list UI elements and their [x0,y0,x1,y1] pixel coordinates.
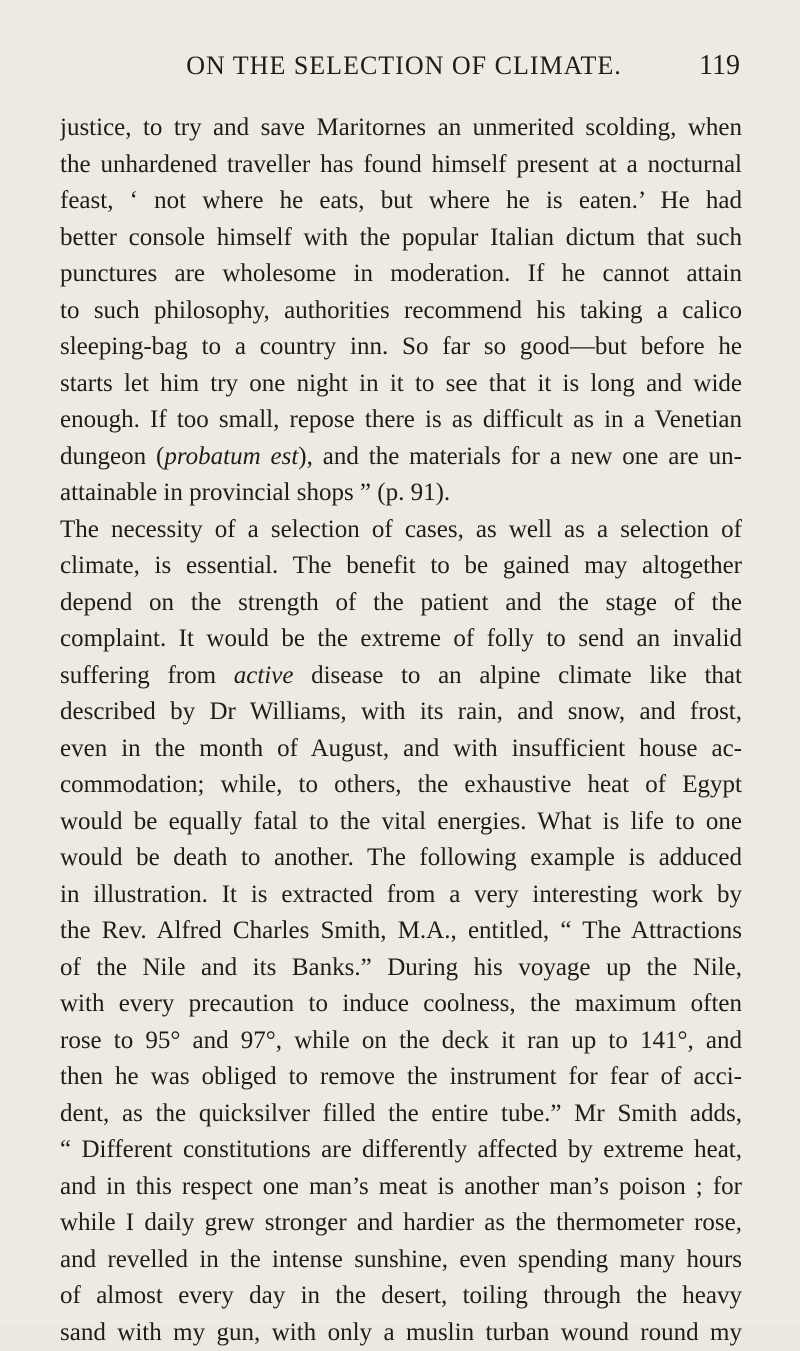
text-line: climate, is essential. The benefit to be gained may altogether [60,548,742,585]
text-run: ), and the materials for a new one are un- [298,443,742,470]
text-line: feast, ‘ not where he eats, but where he is eaten.’ He had [60,183,742,220]
text-line: “ Different constitutions are differently affected by extreme heat, [60,1132,742,1169]
text-line: would be death to another. The following example is adduced [60,840,742,877]
italic-latin-phrase: probatum est [164,443,298,470]
text-line: with every precaution to induce coolness, the maximum often [60,986,742,1023]
text-line: in illustration. It is extracted from a very interesting work by [60,877,742,914]
text-line [60,439,742,476]
running-title: ON THE SELECTION OF CLIMATE. [174,46,634,86]
text-line: dent, as the quicksilver filled the entire tube.” Mr Smith adds, [60,1096,742,1133]
text-line: while I daily grew stronger and hardier as the thermometer rose, [60,1205,742,1242]
text-line: punctures are wholesome in moderation. If he cannot attain [60,256,742,293]
text-line: would be equally fatal to the vital energies. What is life to one [60,804,742,841]
text-line: sand with my gun, with only a muslin turban wound round my [60,1315,742,1351]
text-line: of almost every day in the desert, toiling through the heavy [60,1278,742,1315]
text-line: described by Dr Williams, with its rain, and snow, and frost, [60,694,742,731]
text-line [60,658,742,695]
text-line: to such philosophy, authorities recommend his taking a calico [60,293,742,330]
italic-word: active [234,662,294,689]
page-number: 119 [699,46,740,86]
text-run: suffering from [60,662,234,689]
text-line: better console himself with the popular Italian dictum that such [60,220,742,257]
text-run: dungeon ( [60,443,164,470]
text-run: disease to an alpine climate like that [293,662,742,689]
text-line: of the Nile and its Banks.” During his voyage up the Nile, [60,950,742,987]
text-line: enough. If too small, repose there is as difficult as in a Venetian [60,402,742,439]
text-line: justice, to try and save Maritornes an unmerited scolding, when [60,110,742,147]
text-line: sleeping-bag to a country inn. So far so good—but before he [60,329,742,366]
running-head [0,46,800,86]
text-line: depend on the strength of the patient and the stage of the [60,585,742,622]
text-line: and revelled in the intense sunshine, even spending many hours [60,1242,742,1279]
body-text [60,110,742,1351]
text-line: even in the month of August, and with insufficient house ac- [60,731,742,768]
text-line: attainable in provincial shops ” (p. 91). [60,475,742,512]
text-line: The necessity of a selection of cases, as well as a selection of [60,512,742,549]
text-line: the unhardened traveller has found himself present at a nocturnal [60,147,742,184]
text-line: complaint. It would be the extreme of folly to send an invalid [60,621,742,658]
text-line: the Rev. Alfred Charles Smith, M.A., entitled, “ The Attractions [60,913,742,950]
text-line: then he was obliged to remove the instrument for fear of acci- [60,1059,742,1096]
text-line: starts let him try one night in it to see that it is long and wide [60,366,742,403]
text-line: and in this respect one man’s meat is another man’s poison ; for [60,1169,742,1206]
text-line: commodation; while, to others, the exhaustive heat of Egypt [60,767,742,804]
text-line: rose to 95° and 97°, while on the deck it ran up to 141°, and [60,1023,742,1060]
